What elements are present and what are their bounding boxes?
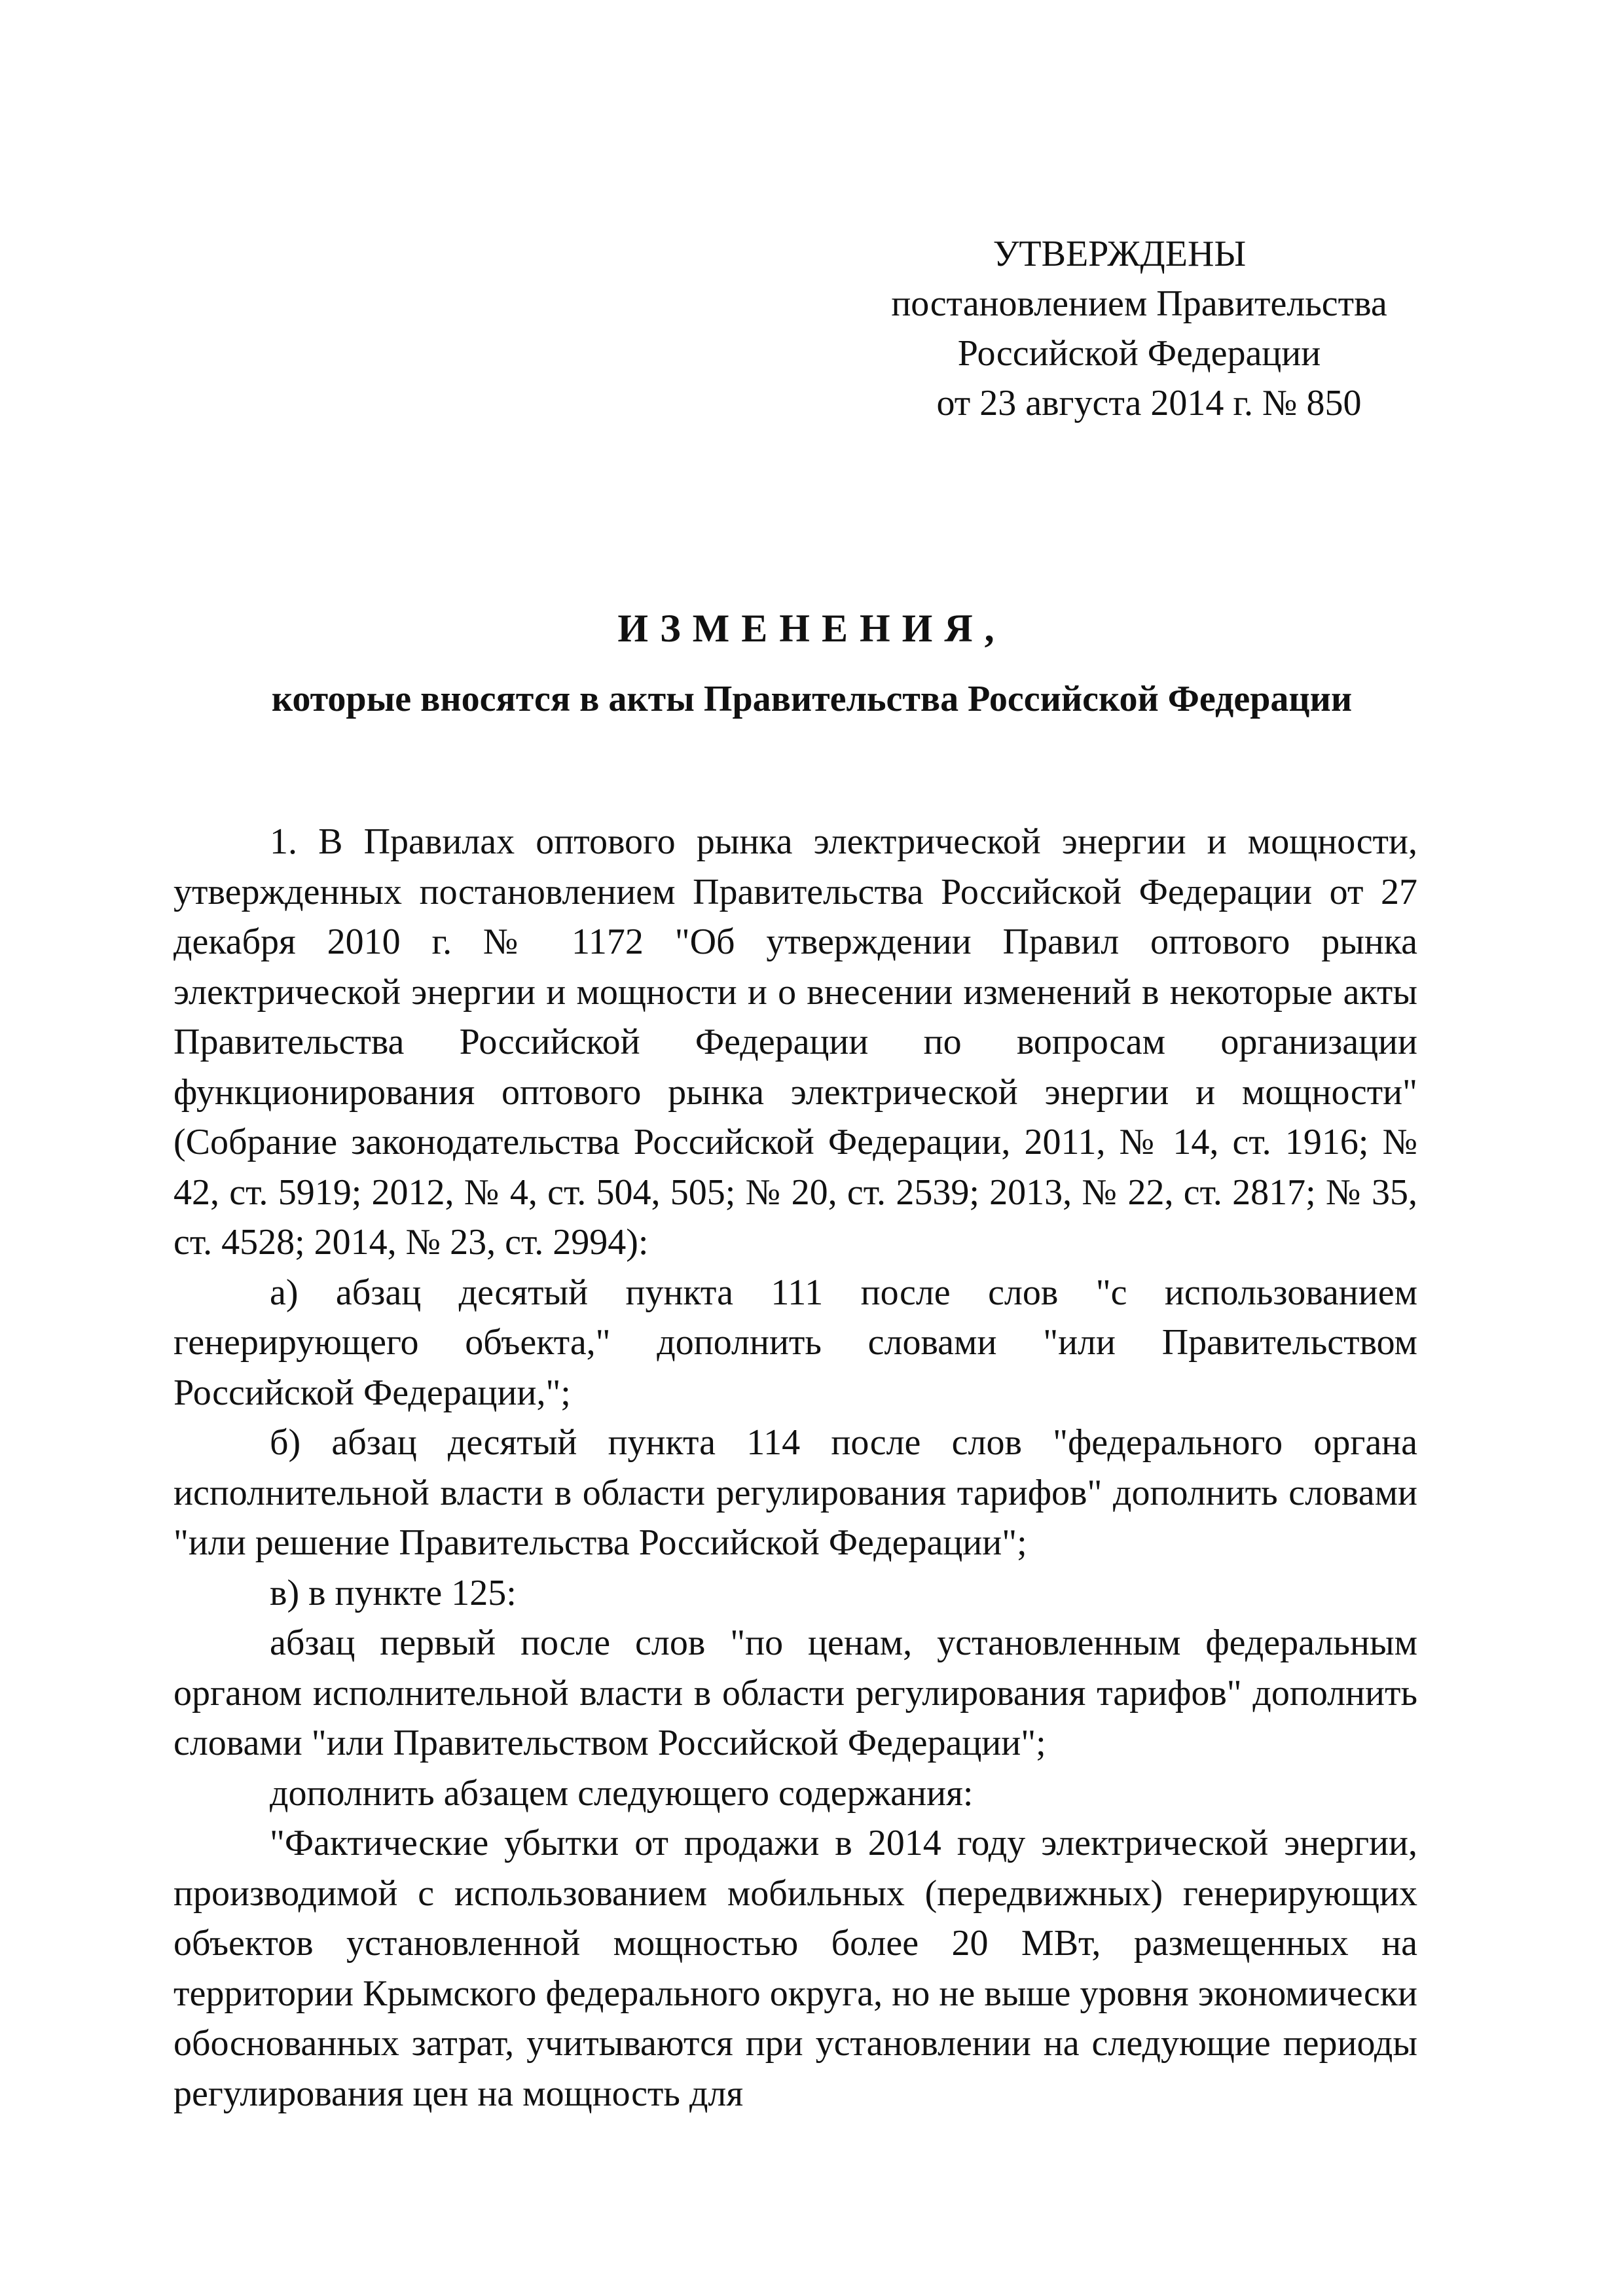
paragraph: "Фактические убытки от продажи в 2014 году электрической энергии, производимой с использованием мобильных (передвижных) генерирующих объектов установленной мощностью более 20 МВт, размещенных на территории Крымского федерального округа, но не выше уровня экономически обоснованных затрат, учитываются при установлении на следующие периоды регулирования цен на мощность для <box>173 1823 1417 2114</box>
document-subtitle: которые вносятся в акты Правительства Российской Федерации <box>271 679 1353 719</box>
approval-date: от 23 августа 2014 г. № 850 <box>936 383 1362 423</box>
paragraph: 1. В Правилах оптового рынка электрической энергии и мощности, утвержденных постановлением Правительства Российской Федерации от 27 декабря 2010 г. № 1172 "Об утверждении Правил оптового рынка электрической энергии и мощности и о внесении изменений в некоторые акты Правительства Российской Федерации по вопросам организации функционирования оптового рынка электрической энергии и мощности" (Собрание законодательства Российской Федерации, 2011, № 14, ст. 1916; № 42, ст. 5919; 2012, № 4, ст. 504, 505; № 20, ст. 2539; 2013, № 22, ст. 2817; № 35, ст. 4528; 2014, № 23, ст. 2994): <box>173 821 1417 1263</box>
approval-stamp <box>845 229 1434 428</box>
paragraph: б) абзац десятый пункта 114 после слов "федерального органа исполнительной власти в области регулирования тарифов" дополнить словами "или решение Правительства Российской Федерации"; <box>173 1422 1417 1563</box>
approval-line: постановлением Правительства <box>891 283 1387 324</box>
paragraph: в) в пункте 125: <box>270 1572 517 1613</box>
paragraph: дополнить абзацем следующего содержания: <box>270 1772 974 1814</box>
document-title: ИЗМЕНЕНИЯ, <box>617 607 1006 650</box>
approval-heading: УТВЕРЖДЕНЫ <box>993 234 1247 274</box>
approval-line: Российской Федерации <box>957 333 1321 374</box>
paragraph: а) абзац десятый пункта 111 после слов "с использованием генерирующего объекта," дополнить словами "или Правительством Российской Федерации,"; <box>173 1272 1417 1413</box>
document-body <box>173 817 1417 2119</box>
document-heading <box>173 602 1450 725</box>
paragraph: абзац первый после слов "по ценам, установленным федеральным органом исполнительной власти в области регулирования тарифов" дополнить словами "или Правительством Российской Федерации"; <box>173 1623 1417 1763</box>
